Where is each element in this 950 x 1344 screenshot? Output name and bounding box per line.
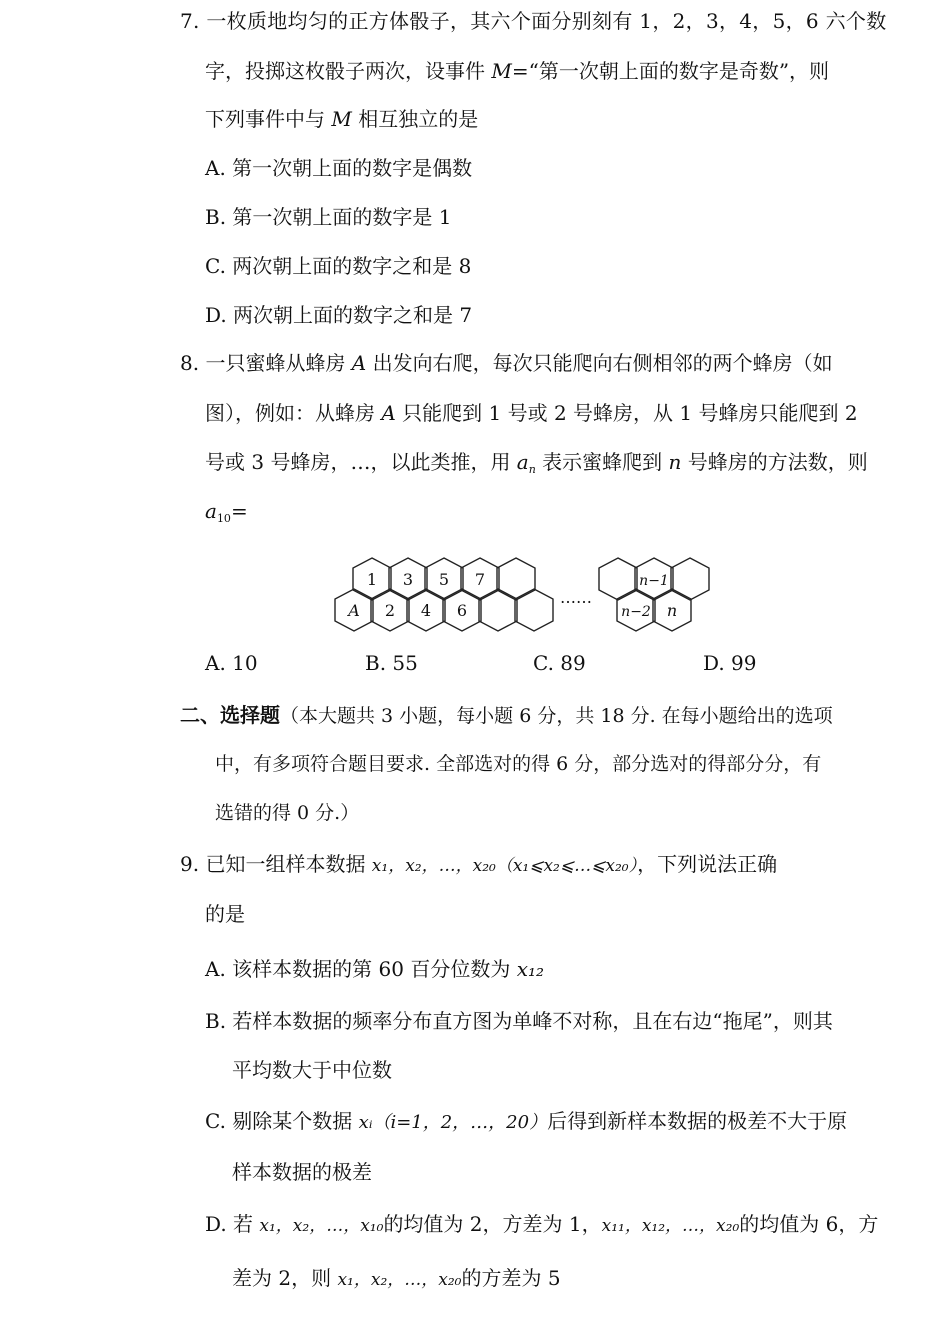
q7-text: 字，投掷这枚骰子两次，设事件 <box>205 59 492 83</box>
q9-text: C. 剔除某个数据 <box>205 1109 359 1133</box>
q7-option-a: A. 第一次朝上面的数字是偶数 <box>205 156 473 180</box>
q8-option-c: C. 89 <box>533 651 586 675</box>
q8-stem-line1 <box>180 351 833 375</box>
label-n-minus-2: n−2 <box>621 604 651 620</box>
q9-var: x₁₁，x₁₂，…，x₂₀ <box>601 1216 740 1236</box>
q9-option-d-line1 <box>205 1212 878 1238</box>
q9-var: xᵢ（i=1，2，…，20） <box>358 1112 548 1133</box>
q8-text: 8. 一只蜜蜂从蜂房 <box>180 351 352 375</box>
q8-text: 表示蜜蜂爬到 <box>535 450 669 474</box>
label-n: n <box>666 601 678 620</box>
label-n-minus-1: n−1 <box>639 573 669 589</box>
q9-vars: x₁，x₂，…，x₂₀（x₁⩽x₂⩽…⩽x₂₀） <box>371 856 638 876</box>
q8-stem-line3 <box>205 450 868 474</box>
section2-instructions: （本大题共 3 小题，每小题 6 分，共 18 分. 在每小题给出的选项 <box>280 705 833 727</box>
q9-var: x₁₂ <box>516 957 545 981</box>
section2-line3: 选错的得 0 分.） <box>215 802 360 824</box>
label-7: 7 <box>474 570 486 589</box>
label-6: 6 <box>456 601 468 620</box>
q7-stem-line2 <box>205 59 829 83</box>
q9-text: 后得到新样本数据的极差不大于原 <box>547 1109 848 1133</box>
label-3: 3 <box>402 570 414 589</box>
q9-var: x₁，x₂，…，x₂₀ <box>337 1270 462 1290</box>
q8-a10-var: a <box>205 499 217 523</box>
q9-option-a <box>205 957 544 981</box>
cell-bottom-empty-2 <box>515 589 553 631</box>
q8-option-b: B. 55 <box>365 651 418 675</box>
section2-title: 二、选择题 <box>180 703 280 727</box>
q8-text: 图），例如：从蜂房 <box>205 401 382 425</box>
q8-var-an: a <box>516 450 529 474</box>
q9-text: A. 该样本数据的第 60 百分位数为 <box>205 957 517 981</box>
q9-text: 的均值为 6，方 <box>739 1212 879 1236</box>
q9-option-d-line2 <box>232 1266 561 1292</box>
q8-a10-line <box>205 499 248 523</box>
q8-var-a: A <box>351 351 367 375</box>
honeycomb-figure <box>330 553 720 635</box>
q7-var-m: M <box>491 59 512 83</box>
q8-a10-eq: = <box>230 499 248 523</box>
q9-text: 的均值为 2，方差为 1， <box>383 1212 602 1236</box>
label-2: 2 <box>384 601 396 620</box>
q9-text: ，下列说法正确 <box>637 852 778 876</box>
cell-bottom-empty-1 <box>479 589 517 631</box>
q7-option-c: C. 两次朝上面的数字之和是 8 <box>205 254 472 278</box>
q8-text: 号或 3 号蜂房，…，以此类推，用 <box>205 450 517 474</box>
cell-right-top-empty-2 <box>671 558 709 600</box>
q8-sub-n: n <box>528 463 536 476</box>
q8-text: 只能爬到 1 号或 2 号蜂房，从 1 号蜂房只能爬到 2 <box>395 401 858 425</box>
q9-var: x₁，x₂，…，x₁₀ <box>259 1216 384 1236</box>
q8-stem-line2 <box>205 401 858 425</box>
q9-text: 9. 已知一组样本数据 <box>180 852 372 876</box>
q9-stem-line2: 的是 <box>205 902 245 926</box>
q9-stem-line1 <box>180 852 777 878</box>
label-a: A <box>348 601 360 620</box>
q9-text: 差为 2，则 <box>232 1266 338 1290</box>
q7-text: =“第一次朝上面的数字是奇数”，则 <box>511 59 830 83</box>
q9-option-b-line1: B. 若样本数据的频率分布直方图为单峰不对称，且在右边“拖尾”，则其 <box>205 1009 833 1033</box>
label-5: 5 <box>438 570 450 589</box>
cell-top-empty-1 <box>497 558 535 600</box>
q8-option-d: D. 99 <box>703 651 757 675</box>
q8-text: 出发向右爬，每次只能爬向右侧相邻的两个蜂房（如 <box>366 351 833 375</box>
label-4: 4 <box>420 601 432 620</box>
q9-option-b-line2: 平均数大于中位数 <box>232 1058 392 1082</box>
q8-option-a: A. 10 <box>205 651 258 675</box>
q7-stem-line3 <box>205 107 478 131</box>
q8-var-a: A <box>381 401 396 425</box>
q9-option-c-line1 <box>205 1109 847 1135</box>
q9-text: D. 若 <box>205 1212 260 1236</box>
q8-text: 号蜂房的方法数，则 <box>681 450 868 474</box>
q8-a10-sub: 10 <box>216 512 231 525</box>
q9-text: 的方差为 5 <box>461 1266 561 1290</box>
section2-line2: 中，有多项符合题目要求. 全部选对的得 6 分，部分选对的得部分分，有 <box>215 753 822 775</box>
cell-right-top-empty <box>599 558 637 600</box>
label-1: 1 <box>366 570 378 589</box>
q8-var-n: n <box>668 450 682 474</box>
q9-option-c-line2: 样本数据的极差 <box>232 1160 372 1184</box>
q7-stem-line1: 7. 一枚质地均匀的正方体骰子，其六个面分别刻有 1，2，3，4，5，6 六个数 <box>180 9 887 33</box>
q7-text: 下列事件中与 <box>205 107 332 131</box>
ellipsis: …… <box>560 588 592 607</box>
q7-text: 相互独立的是 <box>351 107 479 131</box>
q7-option-d: D. 两次朝上面的数字之和是 7 <box>205 303 473 327</box>
section2-header <box>180 703 833 728</box>
q7-var-m: M <box>331 107 352 131</box>
q7-option-b: B. 第一次朝上面的数字是 1 <box>205 205 452 229</box>
